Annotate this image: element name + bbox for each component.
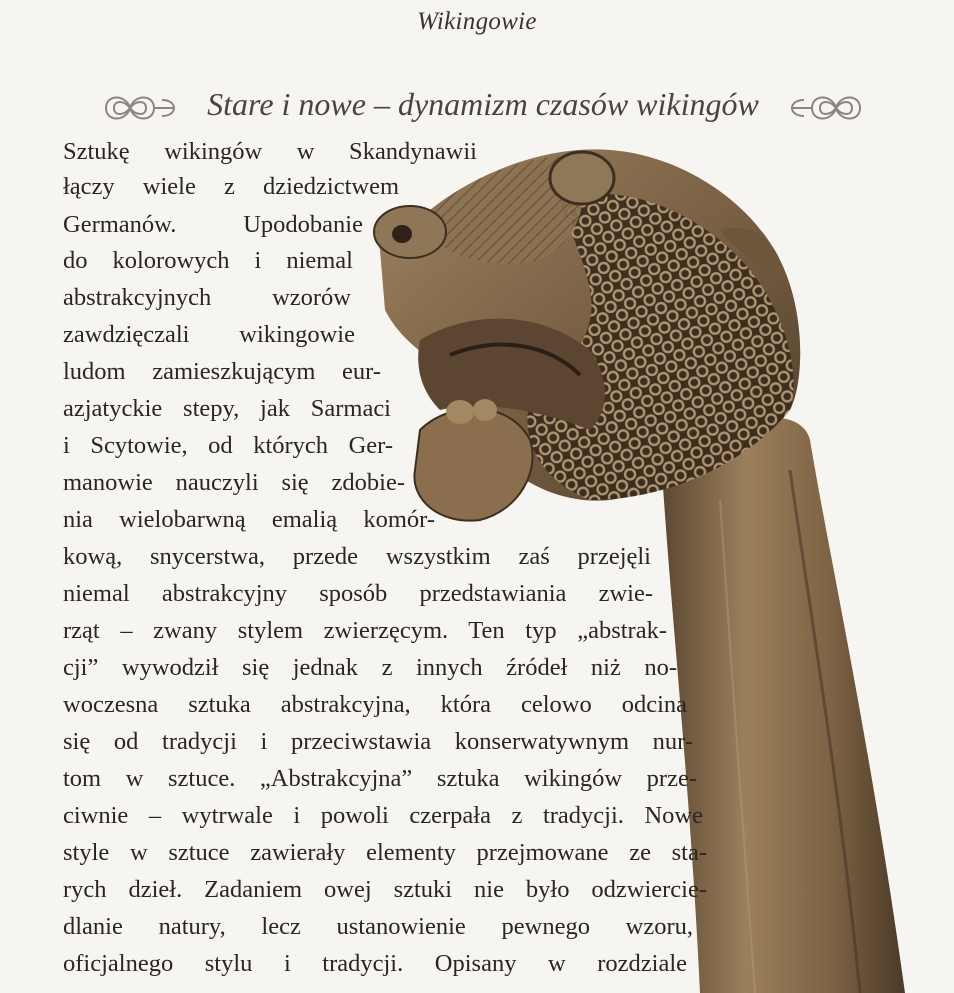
body-line: się od tradycji i przeciwstawia konserwatywnym nur- (63, 728, 693, 755)
body-line: kową, snycerstwa, przede wszystkim zaś przejęli (63, 543, 651, 570)
body-line: ciwnie – wytrwale i powoli czerpała z tradycji. Nowe (63, 802, 703, 829)
knotwork-ornament-icon (100, 88, 180, 128)
running-header: Wikingowie (417, 8, 537, 35)
body-line: oficjalnego stylu i tradycji. Opisany w rozdziale (63, 950, 687, 977)
body-line: dlanie natury, lecz ustanowienie pewnego wzoru, (63, 913, 693, 940)
body-line: ludom zamieszkującym eur- (63, 358, 381, 385)
body-line: zawdzięczali wikingowie (63, 321, 355, 348)
body-line: manowie nauczyli się zdobie- (63, 469, 405, 496)
body-line: cji” wywodził się jednak z innych źródeł niż no- (63, 654, 677, 681)
body-line: azjatyckie stepy, jak Sarmaci (63, 395, 391, 422)
body-line: Sztukę wikingów w Skandynawii (63, 138, 477, 165)
section-title: Stare i nowe – dynamizm czasów wikingów (207, 86, 759, 122)
body-line: niemal abstrakcyjny sposób przedstawiania zwie- (63, 580, 653, 607)
body-line: rych dzieł. Zadaniem owej sztuki nie było odzwiercie- (63, 876, 707, 903)
body-line: style w sztuce zawierały elementy przejmowane ze sta- (63, 839, 707, 866)
body-line: abstrakcyjnych wzorów (63, 284, 351, 311)
body-line: rząt – zwany stylem zwierzęcym. Ten typ „abstrak- (63, 617, 667, 644)
body-line: nia wielobarwną emalią komór- (63, 506, 435, 533)
body-line: łączy wiele z dziedzictwem (63, 173, 399, 200)
body-line: Germanów. Upodobanie (63, 211, 363, 238)
section-title-row (100, 86, 870, 132)
body-line: tom w sztuce. „Abstrakcyjna” sztuka wikingów prze- (63, 765, 697, 792)
body-line: i Scytowie, od których Ger- (63, 432, 393, 459)
knotwork-ornament-icon (786, 88, 866, 128)
body-line: do kolorowych i niemal (63, 247, 353, 274)
body-line: woczesna sztuka abstrakcyjna, która celowo odcina (63, 691, 687, 718)
